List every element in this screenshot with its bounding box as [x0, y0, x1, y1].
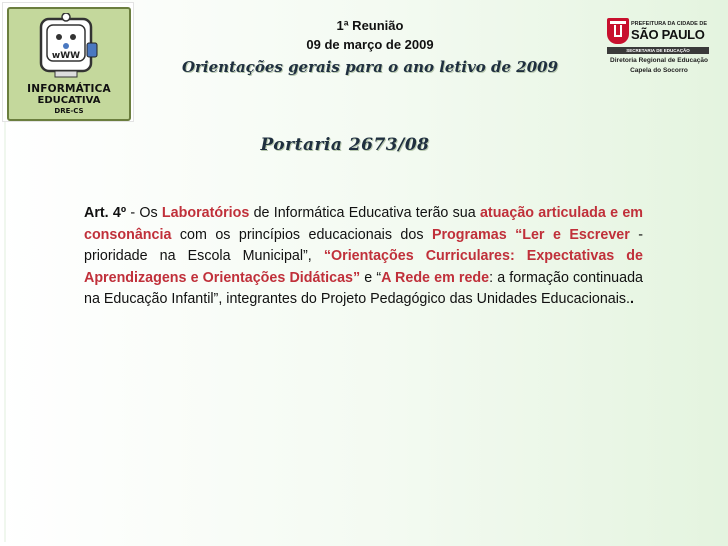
city-prefeitura-label: PREFEITURA DA CIDADE DE	[631, 21, 707, 27]
city-name: SÃO PAULO	[631, 27, 705, 42]
meeting-title: 1ª Reunião	[336, 18, 404, 33]
city-diretoria-label: Diretoria Regional de Educação	[610, 57, 708, 64]
article-paragraph	[84, 203, 643, 311]
city-crest-icon	[607, 18, 629, 44]
article-highlight: Laboratórios	[161, 205, 250, 221]
article-highlight: atuação articulada e em consonância	[84, 205, 643, 243]
meeting-date: 09 de março de 2009	[306, 37, 434, 52]
computer-mascot-icon	[39, 13, 101, 83]
city-capela-label: Capela do Socorro	[630, 67, 688, 74]
city-secretaria-bar: SECRETARIA DE EDUCAÇÃO	[607, 47, 709, 54]
article-highlight: A Rede em rede	[381, 269, 490, 286]
article-final-dot: .	[630, 291, 635, 307]
logo-panel	[7, 7, 131, 121]
article-text: com os princípios educacionais dos	[171, 226, 432, 243]
article-text: e “	[360, 269, 382, 286]
article-number: Art. 4º	[84, 205, 127, 221]
portaria-heading: Portaria 2673/08	[260, 135, 430, 155]
informatica-educativa-logo	[2, 2, 134, 122]
slide-subtitle: Orientações gerais para o ano letivo de 2009	[181, 58, 559, 76]
article-highlight: “Orientações Curriculares: Expectativas de Aprendizagens e Orientações Didáticas”	[84, 248, 643, 286]
logo-title-informatica: INFORMÁTICA	[27, 83, 111, 95]
sao-paulo-city-logo	[597, 16, 717, 80]
article-text: de Informática Educativa terão sua	[249, 205, 480, 221]
article-text: - Os	[126, 205, 162, 221]
article-text: : a formação continuada na Educação Infantil”, integrantes do Projeto Pedagógico das Unidades Educacionais.	[84, 269, 643, 307]
logo-www: wWW	[51, 51, 81, 61]
logo-title-educativa: EDUCATIVA	[37, 95, 101, 106]
logo-title-dre: DRE-CS	[54, 107, 84, 115]
article-text: - prioridade na Escola Municipal”,	[84, 226, 643, 264]
article-highlight: Programas “Ler e Escrever	[431, 226, 630, 243]
